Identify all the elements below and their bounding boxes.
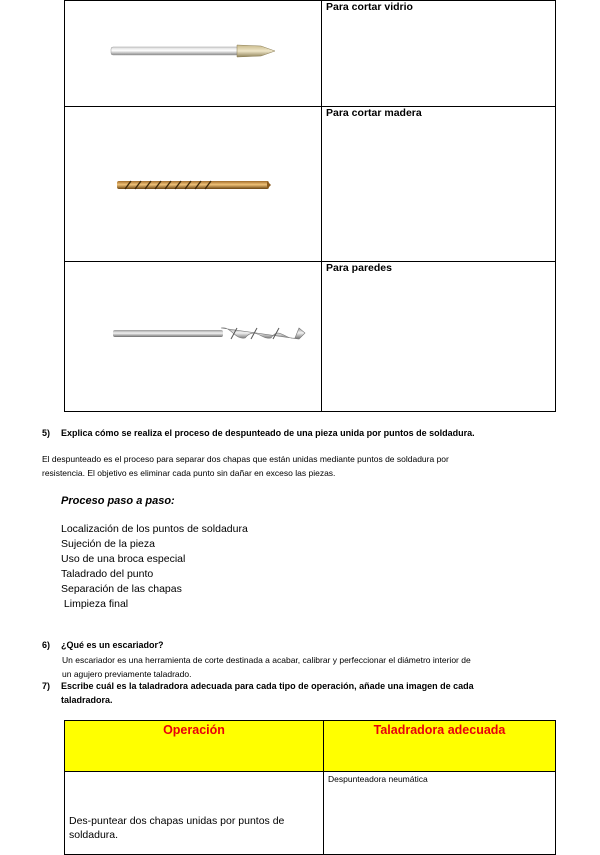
answer-line: resistencia. El objetivo es eliminar cada punto sin dañar en exceso las piezas. [42,468,336,478]
table-row [65,262,556,412]
image-cell [65,1,322,107]
drill-label-walls: Para paredes [322,262,556,412]
image-cell [65,107,322,262]
steps-title: Proceso paso a paso: [61,495,175,507]
answer-line: un agujero previamente taladrado. [62,669,192,679]
list-item: Localización de los puntos de soldadura [61,523,248,535]
question-text: taladradora. [61,695,113,705]
answer-6 [62,653,552,681]
wood-drill-bit-image [65,107,321,261]
operation-cell: Des-puntear dos chapas unidas por puntos de soldadura. [65,772,324,855]
question-text: Explica cómo se realiza el proceso de despunteado de una pieza unida por puntos de soldadura. [61,428,475,438]
image-cell [65,262,322,412]
drill-label-wood: Para cortar madera [322,107,556,262]
answer-line: El despunteado es el proceso para separar dos chapas que están unidas mediante puntos de soldadura por [42,454,449,464]
question-6 [42,640,164,650]
list-item: Uso de una broca especial [61,553,186,565]
table-row [65,1,556,107]
list-item: Limpieza final [61,598,129,610]
drill-cell: Despunteadora neumática [324,772,556,855]
glass-drill-bit-image [65,1,321,105]
operations-table [64,720,556,855]
drill-label-glass: Para cortar vidrio [322,1,556,107]
drill-bits-table [64,0,556,412]
list-item: Sujeción de la pieza [61,538,155,550]
table-header [65,721,556,772]
list-item: Taladrado del punto [61,568,154,580]
answer-5 [42,452,542,480]
question-number: 5) [42,428,51,438]
steps-list [61,522,248,612]
question-5 [42,428,475,438]
question-number: 6) [42,640,51,650]
question-text: Escribe cuál es la taladradora adecuada para cada tipo de operación, añade una imagen de cada [61,681,474,691]
question-7 [42,681,474,691]
answer-line: Un escariador es una herramienta de corte destinada a acabar, calibrar y perfeccionar el diámetro interior de [62,655,471,665]
table-row [65,107,556,262]
masonry-drill-bit-image [65,262,321,411]
header-drill: Taladradora adecuada [324,721,556,772]
header-operation: Operación [65,721,324,772]
question-number: 7) [42,681,51,691]
table-row [65,772,556,855]
question-text: ¿Qué es un escariador? [61,640,164,650]
question-7-cont [61,695,113,705]
list-item: Separación de las chapas [61,583,182,595]
